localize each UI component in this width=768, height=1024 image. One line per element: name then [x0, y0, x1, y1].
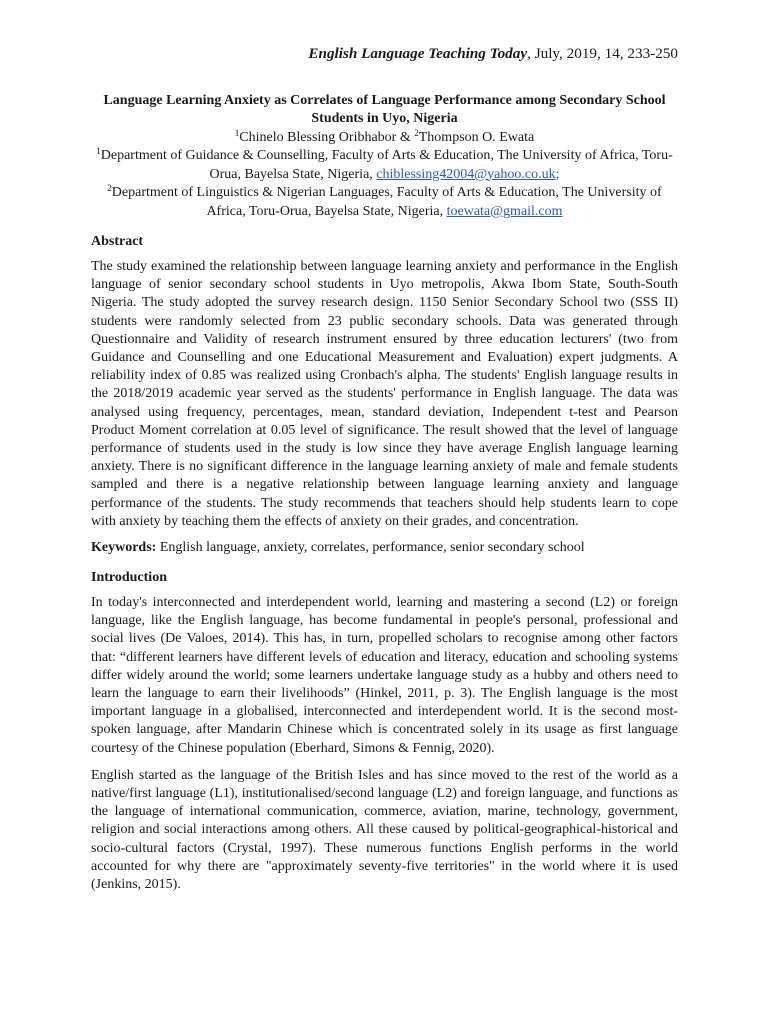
affiliation-1-text: Department of Guidance & Counselling, Faculty of Arts & Education, The University of Africa, Toru-Orua, Bayelsa State, Nigeria,: [100, 148, 673, 182]
affiliation-2-email-link[interactable]: toewata@gmail.com: [446, 203, 563, 219]
introduction-paragraph-2: English started as the language of the British Isles and has since moved to the rest of the world as a native/first language (L1), institutionalised/second language (L2) and foreign language, and functions as the language of international communication, commerce, aviation, marine, technology, government, religion and social interactions among others. All these caused by political-geographical-historical and socio-cultural factors (Crystal, 1997). These numerous functions English performs in the world accounted for why there are "approximately seventy-five territories" in the world where it is used (Jenkins, 2015).: [91, 767, 678, 893]
abstract-text: The study examined the relationship between language learning anxiety and performance in the English language of senior secondary school students in Uyo metropolis, Akwa Ibom State, South-South Nigeria. The study adopted the survey research design. 1150 Senior Secondary School two (SSS II) students were randomly selected from 23 public secondary schools. Data was generated through Questionnaire and Validity of research instrument ensured by three education lecturers' (two from Guidance and Counselling and one Educational Measurement and Evaluation) expert judgments. A reliability index of 0.85 was realized using Cronbach's alpha. The students' English language results in the 2018/2019 academic year served as the students' performance in English language. The data was analysed using frequency, percentages, mean, standard deviation, Independent t-test and Pearson Product Moment correlation at 0.05 level of significance. The result showed that the level of language performance of students used in the study is low since they have average English language learning anxiety. There is no significant difference in the language learning anxiety of male and female students sampled and there is a negative relationship between language learning anxiety and language performance of the students. The study recommends that teachers should help students learn to cope with anxiety by teaching them the effects of anxiety on their grades, and concentration.: [91, 259, 678, 529]
keywords-line: [91, 539, 678, 557]
author1-superscript: 1: [234, 128, 240, 138]
paper-title: Language Learning Anxiety as Correlates of Language Performance among Secondary School Students in Uyo, Nigeria: [103, 93, 666, 126]
affiliation-2-superscript: 2: [107, 183, 112, 193]
introduction-paragraph-1: In today's interconnected and interdependent world, learning and mastering a second (L2) or foreign language, like the English language, has become fundamental in people's personal, professional and social lives (De Valoes, 2014). This has, in turn, propelled scholars to recognise among other factors that: “different learners have different levels of education and literacy, education and schooling systems differ widely around the world; some learners undertake language study as a hubby and others need to learn the language to earn their livelihoods” (Hinkel, 2011, p. 3). The English language is the most important language in a globalised, interconnected and interdependent world. It is the second most-spoken language, after Mandarin Chinese which is concentrated solely in its usage as first language courtesy of the Chinese population (Eberhard, Simons & Fennig, 2020).: [91, 595, 678, 756]
keywords-text: English language, anxiety, correlates, performance, senior secondary school: [156, 540, 585, 556]
affiliation-1: [91, 147, 678, 184]
introduction-heading: Introduction: [91, 570, 167, 586]
paper-page: [91, 0, 678, 894]
journal-citation: , July, 2019, 14, 233-250: [527, 45, 678, 62]
affiliation-2-text: Department of Linguistics & Nigerian Languages, Faculty of Arts & Education, The University of Africa, Toru-Orua, Bayelsa State, Nigeria,: [111, 185, 662, 219]
journal-header: [91, 44, 678, 64]
affiliation-1-superscript: 1: [96, 146, 101, 156]
keywords-label: Keywords:: [91, 540, 157, 556]
affiliation-2: [91, 184, 678, 221]
abstract-heading: Abstract: [91, 234, 144, 249]
author2-superscript: 2: [414, 128, 419, 138]
journal-name: English Language Teaching Today: [308, 45, 528, 62]
author2-name: Thompson O. Ewata: [418, 130, 535, 145]
author1-name: Chinelo Blessing Oribhabor &: [239, 130, 415, 145]
affiliation-1-email-link[interactable]: chiblessing42004@yahoo.co.uk;: [376, 166, 560, 182]
author-line: [91, 129, 678, 147]
